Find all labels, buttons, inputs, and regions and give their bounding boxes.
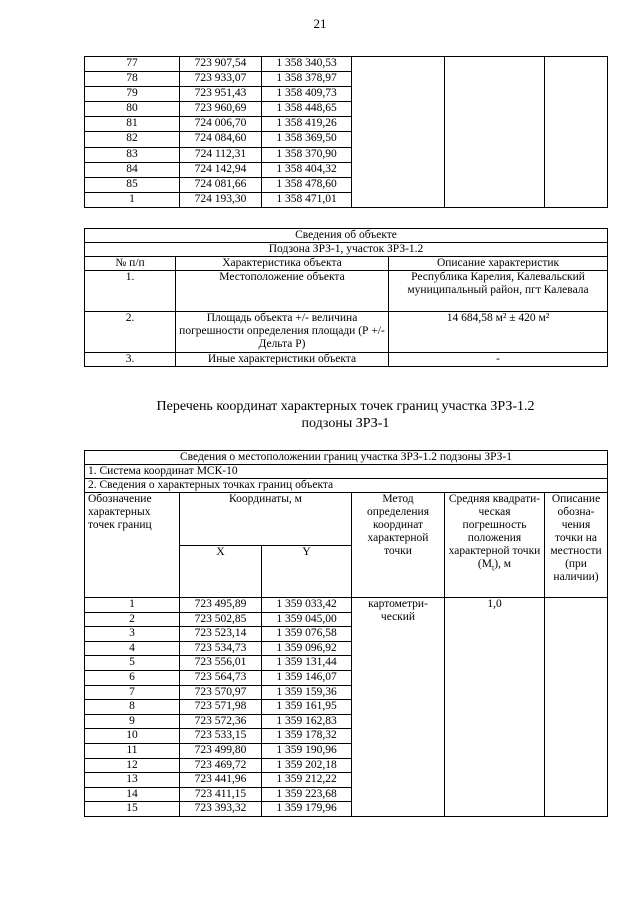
- point-number: 2: [85, 612, 180, 627]
- col-header-desc: Описание обозна-чения точки на местности (при наличии): [545, 493, 608, 598]
- col-header-num: № п/п: [85, 257, 176, 271]
- page-number: 21: [313, 16, 327, 31]
- coord-x: 724 112,31: [180, 147, 262, 162]
- table-row: [85, 598, 608, 613]
- coordinates-table: [84, 450, 608, 817]
- coord-x: 723 393,32: [180, 802, 262, 817]
- coord-y: 1 359 159,36: [262, 685, 352, 700]
- coord-y: 1 359 223,68: [262, 787, 352, 802]
- col-header-error: Средняя квадрати-ческая погрешность положения характерной точки $(M_t)$, м: [445, 493, 545, 598]
- point-number: 3: [85, 627, 180, 642]
- coord-x: 724 006,70: [180, 117, 262, 132]
- coord-x: 723 495,89: [180, 598, 262, 613]
- point-number: 82: [85, 132, 180, 147]
- point-number: 7: [85, 685, 180, 700]
- info-row-1-char: Местоположение объекта: [176, 271, 389, 312]
- object-info-table: [84, 228, 608, 367]
- point-number: 1: [85, 192, 180, 207]
- point-number: 6: [85, 670, 180, 685]
- table-row: [85, 57, 608, 72]
- point-number: 81: [85, 117, 180, 132]
- coord-x: 723 933,07: [180, 72, 262, 87]
- coord-y: 1 359 161,95: [262, 700, 352, 715]
- coords-rows: [85, 598, 608, 817]
- coords-header: Сведения о местоположении границ участка ЗРЗ-1.2 подзоны ЗРЗ-1: [85, 451, 608, 465]
- coord-y: 1 358 471,01: [262, 192, 352, 207]
- coord-y: 1 359 202,18: [262, 758, 352, 773]
- info-row-2-num: 2.: [85, 312, 176, 353]
- coord-y: 1 359 190,96: [262, 743, 352, 758]
- coord-y: 1 358 478,60: [262, 177, 352, 192]
- point-number: 77: [85, 57, 180, 72]
- continuation-rows: [85, 57, 608, 208]
- point-number: 10: [85, 729, 180, 744]
- point-number: 11: [85, 743, 180, 758]
- coord-x: 723 533,15: [180, 729, 262, 744]
- section-title-line1: Перечень координат характерных точек границ участка ЗРЗ-1.2: [156, 399, 535, 414]
- info-row-1-desc: Республика Карелия, Калевальский муниципальный район, пгт Калевала: [389, 271, 608, 312]
- coord-y: 1 358 448,65: [262, 102, 352, 117]
- coord-y: 1 359 131,44: [262, 656, 352, 671]
- coord-x: 724 142,94: [180, 162, 262, 177]
- coord-x: 723 907,54: [180, 57, 262, 72]
- coord-x: 723 556,01: [180, 656, 262, 671]
- point-number: 80: [85, 102, 180, 117]
- col-header-description: Описание характеристик: [389, 257, 608, 271]
- point-number: 9: [85, 714, 180, 729]
- coord-y: 1 359 076,58: [262, 627, 352, 642]
- point-number: 83: [85, 147, 180, 162]
- coord-x: 723 502,85: [180, 612, 262, 627]
- point-number: 4: [85, 641, 180, 656]
- point-number: 79: [85, 87, 180, 102]
- point-number: 85: [85, 177, 180, 192]
- coord-y: 1 358 404,32: [262, 162, 352, 177]
- coord-x: 723 499,80: [180, 743, 262, 758]
- col-header-y: Y: [262, 545, 352, 598]
- coord-x: 723 572,36: [180, 714, 262, 729]
- info-row-1-num: 1.: [85, 271, 176, 312]
- point-number: 5: [85, 656, 180, 671]
- coord-x: 723 534,73: [180, 641, 262, 656]
- col-header-characteristic: Характеристика объекта: [176, 257, 389, 271]
- coordinates-table-continuation: [84, 56, 608, 208]
- section-title: [84, 398, 607, 432]
- point-number: 14: [85, 787, 180, 802]
- point-number: 84: [85, 162, 180, 177]
- coord-x: 723 951,43: [180, 87, 262, 102]
- object-info-subheader: Подзона ЗРЗ-1, участок ЗРЗ-1.2: [85, 243, 608, 257]
- point-number: 8: [85, 700, 180, 715]
- section-title-line2: подзоны ЗРЗ-1: [301, 416, 390, 431]
- object-info-header: Сведения об объекте: [85, 229, 608, 243]
- coord-y: 1 358 340,53: [262, 57, 352, 72]
- coord-y: 1 359 179,96: [262, 802, 352, 817]
- point-number: 1: [85, 598, 180, 613]
- coords-points-info: 2. Сведения о характерных точках границ объекта: [85, 479, 608, 493]
- point-number: 13: [85, 773, 180, 788]
- coord-x: 723 564,73: [180, 670, 262, 685]
- info-row-3-num: 3.: [85, 353, 176, 367]
- point-number: 15: [85, 802, 180, 817]
- coord-y: 1 358 370,90: [262, 147, 352, 162]
- coord-y: 1 358 409,73: [262, 87, 352, 102]
- coord-y: 1 358 369,50: [262, 132, 352, 147]
- coord-x: 724 081,66: [180, 177, 262, 192]
- coord-y: 1 359 096,92: [262, 641, 352, 656]
- method-cell: [352, 57, 445, 208]
- method-value: картометри-ческий: [352, 598, 445, 817]
- coords-system: 1. Система координат МСК-10: [85, 465, 608, 479]
- info-row-3-desc: -: [389, 353, 608, 367]
- col-header-method: Метод определения координат характерной точки: [352, 493, 445, 598]
- coord-x: 723 570,97: [180, 685, 262, 700]
- coord-x: 723 469,72: [180, 758, 262, 773]
- col-header-x: X: [180, 545, 262, 598]
- col-header-point: Обозначение характерных точек границ: [85, 493, 180, 598]
- point-number: 12: [85, 758, 180, 773]
- point-number: 78: [85, 72, 180, 87]
- coord-y: 1 359 045,00: [262, 612, 352, 627]
- error-cell: [445, 57, 545, 208]
- coord-y: 1 358 419,26: [262, 117, 352, 132]
- coord-x: 723 523,14: [180, 627, 262, 642]
- col-header-coords: Координаты, м: [180, 493, 352, 546]
- coord-x: 724 193,30: [180, 192, 262, 207]
- coord-y: 1 359 033,42: [262, 598, 352, 613]
- error-value: 1,0: [445, 598, 545, 817]
- coord-x: 723 960,69: [180, 102, 262, 117]
- info-row-2-char: Площадь объекта +/- величина погрешности определения площади (Р +/- Дельта Р): [176, 312, 389, 353]
- info-row-3-char: Иные характеристики объекта: [176, 353, 389, 367]
- coord-x: 724 084,60: [180, 132, 262, 147]
- coord-y: 1 358 378,97: [262, 72, 352, 87]
- coord-x: 723 411,15: [180, 787, 262, 802]
- coord-x: 723 441,96: [180, 773, 262, 788]
- coord-y: 1 359 146,07: [262, 670, 352, 685]
- info-row-2-desc: 14 684,58 м² ± 420 м²: [389, 312, 608, 353]
- desc-value: [545, 598, 608, 817]
- coord-y: 1 359 178,32: [262, 729, 352, 744]
- coord-y: 1 359 162,83: [262, 714, 352, 729]
- desc-cell: [545, 57, 608, 208]
- coord-x: 723 571,98: [180, 700, 262, 715]
- coord-y: 1 359 212,22: [262, 773, 352, 788]
